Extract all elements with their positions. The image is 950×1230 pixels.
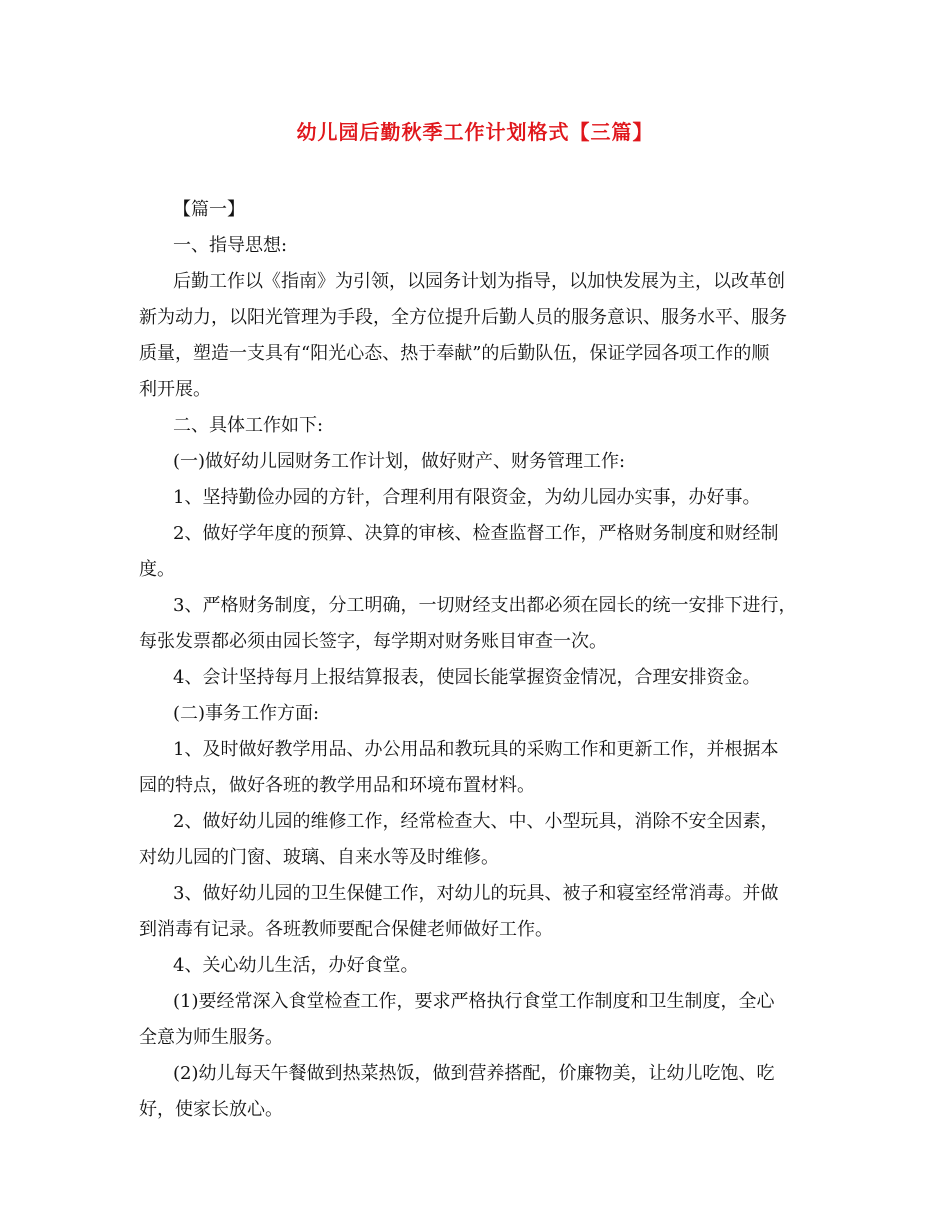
paragraph-line: 利开展。: [139, 379, 211, 400]
section-heading: 【篇一】: [173, 199, 245, 220]
heading-specific-work: 二、具体工作如下:: [173, 415, 324, 436]
paragraph-line: 1、坚持勤俭办园的方针，合理利用有限资金，为幼儿园办实事，办好事。: [173, 487, 761, 508]
paragraph-line: 对幼儿园的门窗、玻璃、自来水等及时维修。: [139, 847, 499, 868]
paragraph-line: 2、做好学年度的预算、决算的审核、检查监督工作，严格财务制度和财经制: [173, 523, 779, 544]
paragraph-line: (1)要经常深入食堂检查工作，要求严格执行食堂工作制度和卫生制度，全心: [173, 991, 775, 1012]
document-body: [139, 192, 829, 1128]
paragraph-line: 3、做好幼儿园的卫生保健工作，对幼儿的玩具、被子和寝室经常消毒。并做: [173, 883, 779, 904]
subheading-finance: (一)做好幼儿园财务工作计划，做好财产、财务管理工作:: [173, 451, 626, 472]
paragraph-line: 园的特点，做好各班的教学用品和环境布置材料。: [139, 775, 535, 796]
paragraph-line: 全意为师生服务。: [139, 1027, 283, 1048]
paragraph-line: 新为动力，以阳光管理为手段，全方位提升后勤人员的服务意识、服务水平、服务: [139, 307, 787, 328]
paragraph-line: 好，使家长放心。: [139, 1099, 283, 1120]
paragraph-line: 度。: [139, 559, 175, 580]
paragraph-line: 到消毒有记录。各班教师要配合保健老师做好工作。: [139, 919, 553, 940]
paragraph-line: (2)幼儿每天午餐做到热菜热饭，做到营养搭配，价廉物美，让幼儿吃饱、吃: [173, 1063, 775, 1084]
paragraph-line: 4、关心幼儿生活，办好食堂。: [173, 955, 419, 976]
paragraph-line: 每张发票都必须由园长签字，每学期对财务账目审查一次。: [139, 631, 607, 652]
heading-guiding-thought: 一、指导思想:: [173, 235, 288, 256]
paragraph-line: 3、严格财务制度，分工明确，一切财经支出都必须在园长的统一安排下进行，: [173, 595, 797, 616]
document-title: 幼儿园后勤秋季工作计划格式【三篇】: [296, 120, 654, 144]
paragraph-line: 后勤工作以《指南》为引领，以园务计划为指导，以加快发展为主，以改革创: [173, 271, 785, 292]
paragraph-line: 1、及时做好教学用品、办公用品和教玩具的采购工作和更新工作，并根据本: [173, 739, 779, 760]
paragraph-line: 质量，塑造一支具有“阳光心态、热于奉献”的后勤队伍，保证学园各项工作的顺: [139, 343, 770, 364]
paragraph-line: 2、做好幼儿园的维修工作，经常检查大、中、小型玩具，消除不安全因素，: [173, 811, 779, 832]
subheading-affairs: (二)事务工作方面:: [173, 703, 320, 724]
paragraph-line: 4、会计坚持每月上报结算报表，使园长能掌握资金情况，合理安排资金。: [173, 667, 761, 688]
